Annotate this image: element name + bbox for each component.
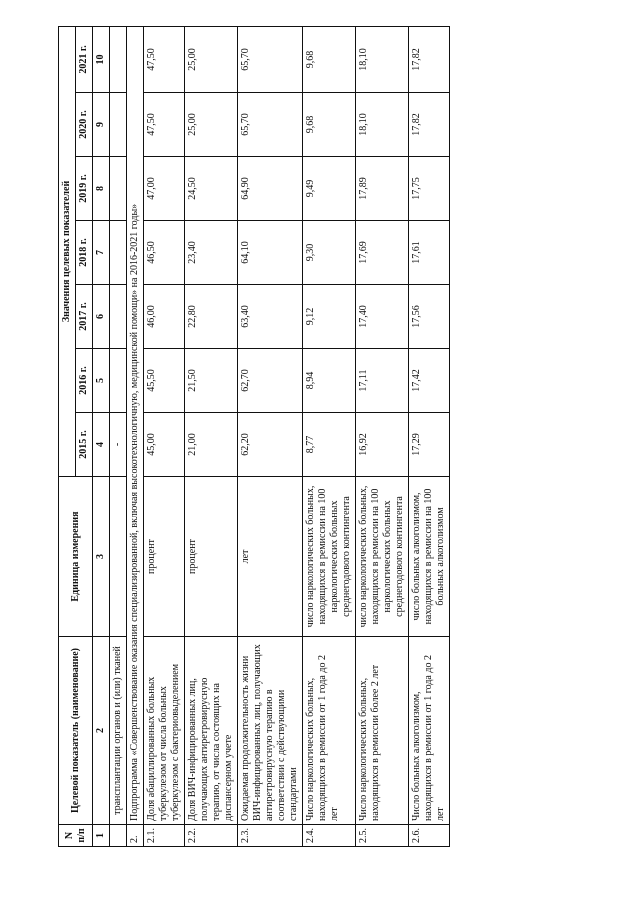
row-unit: процент: [185, 477, 238, 637]
row-value: 17,29: [409, 413, 450, 477]
index-cell: 6: [93, 285, 110, 349]
subprogram-num: 2.: [127, 825, 144, 847]
row-num: 2.1.: [144, 825, 185, 847]
row-value: 9,30: [303, 221, 356, 285]
row-num: 2.2.: [185, 825, 238, 847]
table-row: [238, 26, 303, 846]
index-cell: 1: [93, 825, 110, 847]
row-value: 16,92: [356, 413, 409, 477]
index-cell: 5: [93, 349, 110, 413]
values-group-header: Значения целевых показателей: [59, 26, 76, 476]
row-value: 17,69: [356, 221, 409, 285]
index-cell: 4: [93, 413, 110, 477]
table-row: [303, 26, 356, 846]
row-value: 17,11: [356, 349, 409, 413]
row-value: 63,40: [238, 285, 303, 349]
row-num: 2.5.: [356, 825, 409, 847]
row-value: 8,94: [303, 349, 356, 413]
row-value: 64,90: [238, 157, 303, 221]
row-value: 9,68: [303, 93, 356, 157]
row-value: 65,70: [238, 93, 303, 157]
col-indicator-header: Целевой показатель (наименование): [59, 637, 93, 825]
row-indicator-name: Ожидаемая продолжительность жизни ВИЧ-инфицированных лиц, получающих антиретровирусную терапию в соответствии с действующими стандартами: [238, 637, 303, 825]
index-cell: 9: [93, 93, 110, 157]
row-value: 25,00: [185, 26, 238, 92]
subprogram-row: [127, 26, 144, 846]
table-row: [356, 26, 409, 846]
row-value: 46,50: [144, 221, 185, 285]
continuation-row: [110, 26, 127, 846]
row-value: 18,10: [356, 93, 409, 157]
target-indicators-table: [58, 26, 450, 847]
row-value: 45,50: [144, 349, 185, 413]
column-index-row: [93, 26, 110, 846]
continuation-value: -: [110, 413, 127, 477]
row-value: 17,75: [409, 157, 450, 221]
row-value: 23,40: [185, 221, 238, 285]
row-value: 18,10: [356, 26, 409, 92]
row-value: 9,68: [303, 26, 356, 92]
row-value: 9,49: [303, 157, 356, 221]
row-num: 2.6.: [409, 825, 450, 847]
table-row: [185, 26, 238, 846]
row-value: 17,82: [409, 93, 450, 157]
row-value: 21,50: [185, 349, 238, 413]
row-value: 47,00: [144, 157, 185, 221]
row-indicator-name: Доля абациллированных больных туберкулезом от числа больных туберкулезом с бактериовыделением: [144, 637, 185, 825]
index-cell: 10: [93, 26, 110, 92]
row-value: 65,70: [238, 26, 303, 92]
row-indicator-name: Число больных алкоголизмом, находящихся в ремиссии от 1 года до 2 лет: [409, 637, 450, 825]
header-row: [59, 26, 76, 846]
col-unit-header: Единица измерения: [59, 477, 93, 637]
index-cell: 3: [93, 477, 110, 637]
row-indicator-name: Число наркологических больных, находящихся в ремиссии более 2 лет: [356, 637, 409, 825]
row-unit: число больных алкоголизмом, находящихся в ремиссии на 100 больных алкоголизмом: [409, 477, 450, 637]
row-num: 2.4.: [303, 825, 356, 847]
year-header: 2017 г.: [76, 285, 93, 349]
row-value: 17,89: [356, 157, 409, 221]
row-value: 45,00: [144, 413, 185, 477]
year-header: 2021 г.: [76, 26, 93, 92]
row-value: 25,00: [185, 93, 238, 157]
row-value: 64,10: [238, 221, 303, 285]
row-unit: процент: [144, 477, 185, 637]
row-unit: число наркологических больных, находящихся в ремиссии на 100 наркологических больных среднегодового контингента: [303, 477, 356, 637]
row-value: 46,00: [144, 285, 185, 349]
subprogram-title: Подпрограмма «Совершенствование оказания специализированной, включая высокотехнологичную, медицинской помощи» на 2016-2021 годы»: [127, 26, 144, 824]
index-cell: 8: [93, 157, 110, 221]
row-value: 47,50: [144, 26, 185, 92]
row-value: 24,50: [185, 157, 238, 221]
row-value: 62,20: [238, 413, 303, 477]
continuation-text: трансплантации органов и (или) тканей: [110, 637, 127, 825]
row-value: 17,56: [409, 285, 450, 349]
year-header: 2019 г.: [76, 157, 93, 221]
row-value: 21,00: [185, 413, 238, 477]
row-value: 17,42: [409, 349, 450, 413]
year-header: 2020 г.: [76, 93, 93, 157]
year-header: 2018 г.: [76, 221, 93, 285]
index-cell: 2: [93, 637, 110, 825]
row-value: 8,77: [303, 413, 356, 477]
row-num: 2.3.: [238, 825, 303, 847]
row-value: 47,50: [144, 93, 185, 157]
row-value: 22,80: [185, 285, 238, 349]
row-value: 17,40: [356, 285, 409, 349]
year-header: 2015 г.: [76, 413, 93, 477]
col-num-header: N п/п: [59, 825, 93, 847]
row-value: 17,82: [409, 26, 450, 92]
row-unit: лет: [238, 477, 303, 637]
row-value: 17,61: [409, 221, 450, 285]
year-header: 2016 г.: [76, 349, 93, 413]
table-row: [409, 26, 450, 846]
table-row: [144, 26, 185, 846]
row-indicator-name: Число наркологических больных, находящихся в ремиссии от 1 года до 2 лет: [303, 637, 356, 825]
row-value: 9,12: [303, 285, 356, 349]
row-value: 62,70: [238, 349, 303, 413]
index-cell: 7: [93, 221, 110, 285]
row-unit: число наркологических больных, находящихся в ремиссии на 100 наркологических больных среднегодового контингента: [356, 477, 409, 637]
row-indicator-name: Доля ВИЧ-инфицированных лиц, получающих антиретровирусную терапию, от числа состоящих на диспансерном учете: [185, 637, 238, 825]
